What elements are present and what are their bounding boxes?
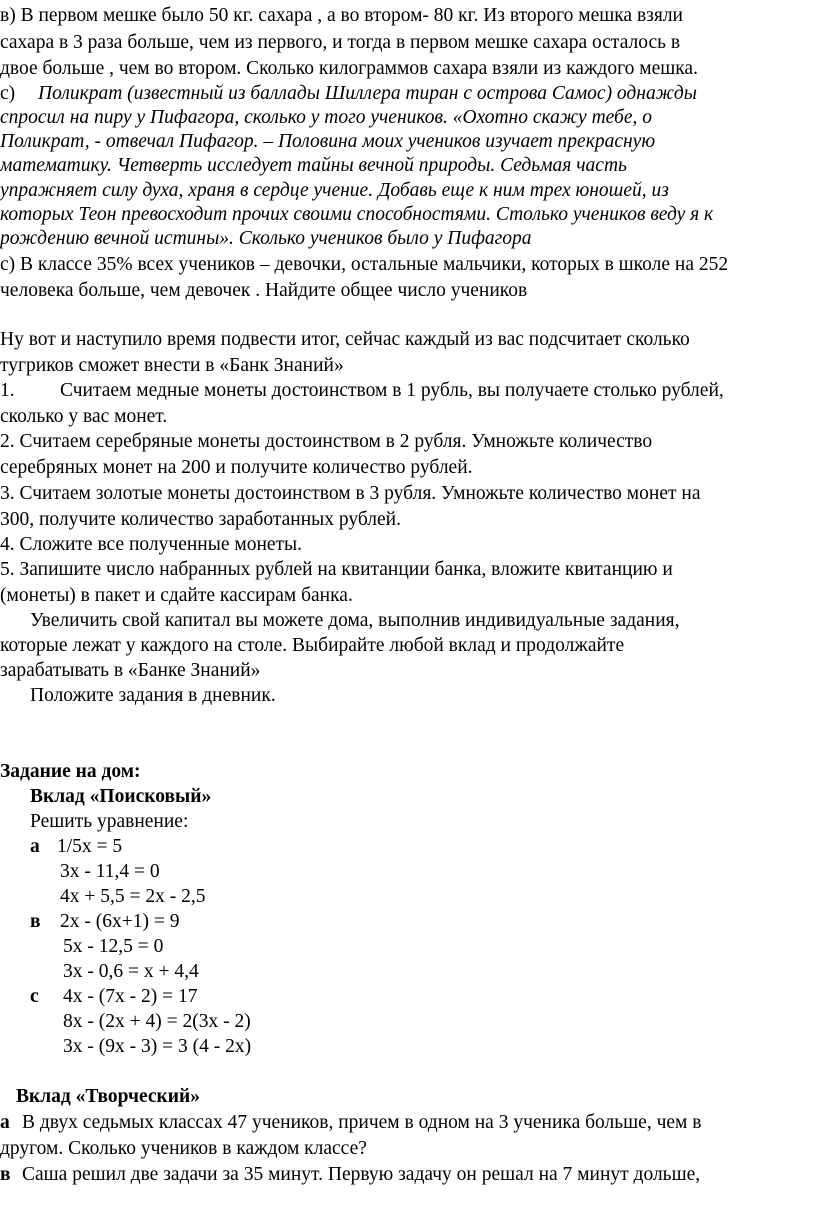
problem-c1-line: спросил на пиру у Пифагора, сколько у того учеников. «Охотно скажу тебе, о [0, 107, 653, 128]
homework-title: Задание на дом: [0, 761, 141, 782]
problem-c1-line: Поликрат, - отвечал Пифагор. – Половина моих учеников изучает прекрасную [0, 131, 656, 152]
summary-intro-line: тугриков сможет внести в «Банк Знаний» [0, 355, 344, 376]
equation: 5х - 12,5 = 0 [63, 936, 164, 957]
step-1-line: Считаем медные монеты достоинством в 1 рубль, вы получаете столько рублей, [60, 380, 724, 401]
closing-line: Увеличить свой капитал вы можете дома, выполнив индивидуальные задания, [30, 610, 680, 631]
equation: 4х + 5,5 = 2х - 2,5 [60, 886, 206, 907]
search-instruction: Решить уравнение: [30, 811, 189, 832]
equation: 8х - (2х + 4) = 2(3х - 2) [63, 1011, 251, 1032]
equation: 1/5х = 5 [57, 836, 123, 857]
problem-c1-line: упражняет силу духа, храня в сердце учение. Добавь еще к ним трех юношей, из [0, 180, 669, 201]
search-v-label: в [30, 911, 41, 932]
search-c-label: с [30, 986, 39, 1007]
equation: 3х - (9х - 3) = 3 (4 - 2х) [63, 1036, 252, 1057]
problem-c1-line: Поликрат (известный из баллады Шиллера тиран с острова Самос) однажды [38, 83, 697, 104]
creative-a-line: другом. Сколько учеников в каждом классе? [0, 1138, 367, 1159]
creative-v-line: Саша решил две задачи за 35 минут. Первую задачу он решал на 7 минут дольше, [22, 1164, 701, 1185]
problem-c1-label: с) [0, 83, 16, 104]
problem-v-line: двое больше , чем во втором. Сколько килограммов сахара взяли из каждого мешка. [0, 58, 698, 79]
problem-v-line: сахара в 3 раза больше, чем из первого, и тогда в первом мешке сахара осталось в [0, 32, 681, 53]
diary-note: Положите задания в дневник. [30, 685, 276, 706]
equation: 2х - (6х+1) = 9 [60, 911, 180, 932]
step-1-number: 1. [0, 380, 15, 401]
step-line: 2. Считаем серебряные монеты достоинством в 2 рубля. Умножьте количество [0, 431, 653, 452]
step-line: серебряных монет на 200 и получите количество рублей. [0, 457, 473, 478]
problem-c1-line: математику. Четверть исследует тайны вечной природы. Седьмая часть [0, 155, 627, 176]
problem-c1-line: рождению вечной истины». Сколько учеников было у Пифагора [0, 228, 532, 249]
problem-c2-line: человека больше, чем девочек . Найдите общее число учеников [0, 280, 528, 301]
creative-a-label: а [0, 1112, 10, 1133]
step-line: (монеты) в пакет и сдайте кассирам банка. [0, 585, 353, 606]
summary-intro-line: Ну вот и наступило время подвести итог, сейчас каждый из вас подсчитает сколько [0, 329, 690, 350]
search-a-label: а [30, 836, 40, 857]
problem-v-line: в) В первом мешке было 50 кг. сахара , а во втором- 80 кг. Из второго мешка взяли [0, 5, 683, 26]
closing-line: которые лежат у каждого на столе. Выбирайте любой вклад и продолжайте [0, 635, 625, 656]
closing-line: зарабатывать в «Банке Знаний» [0, 660, 261, 681]
equation: 3х - 11,4 = 0 [60, 861, 160, 882]
problem-c2-line: с) В классе 35% всех учеников – девочки, остальные мальчики, которых в школе на 252 [0, 254, 729, 275]
step-1-line: сколько у вас монет. [0, 406, 168, 427]
equation: 4х - (7х - 2) = 17 [63, 986, 198, 1007]
equation: 3х - 0,6 = х + 4,4 [63, 961, 199, 982]
step-line: 3. Считаем золотые монеты достоинством в 3 рубля. Умножьте количество монет на [0, 483, 701, 504]
step-line: 4. Сложите все полученные монеты. [0, 534, 303, 555]
creative-v-label: в [0, 1164, 11, 1185]
step-line: 300, получите количество заработанных рублей. [0, 509, 401, 530]
creative-deposit-title: Вклад «Творческий» [16, 1086, 200, 1107]
creative-a-line: В двух седьмых классах 47 учеников, причем в одном на 3 ученика больше, чем в [22, 1112, 702, 1133]
step-line: 5. Запишите число набранных рублей на квитанции банка, вложите квитанцию и [0, 559, 673, 580]
problem-c1-line: которых Теон превосходит прочих своими способностями. Столько учеников веду я к [0, 204, 714, 225]
search-deposit-title: Вклад «Поисковый» [30, 786, 212, 807]
